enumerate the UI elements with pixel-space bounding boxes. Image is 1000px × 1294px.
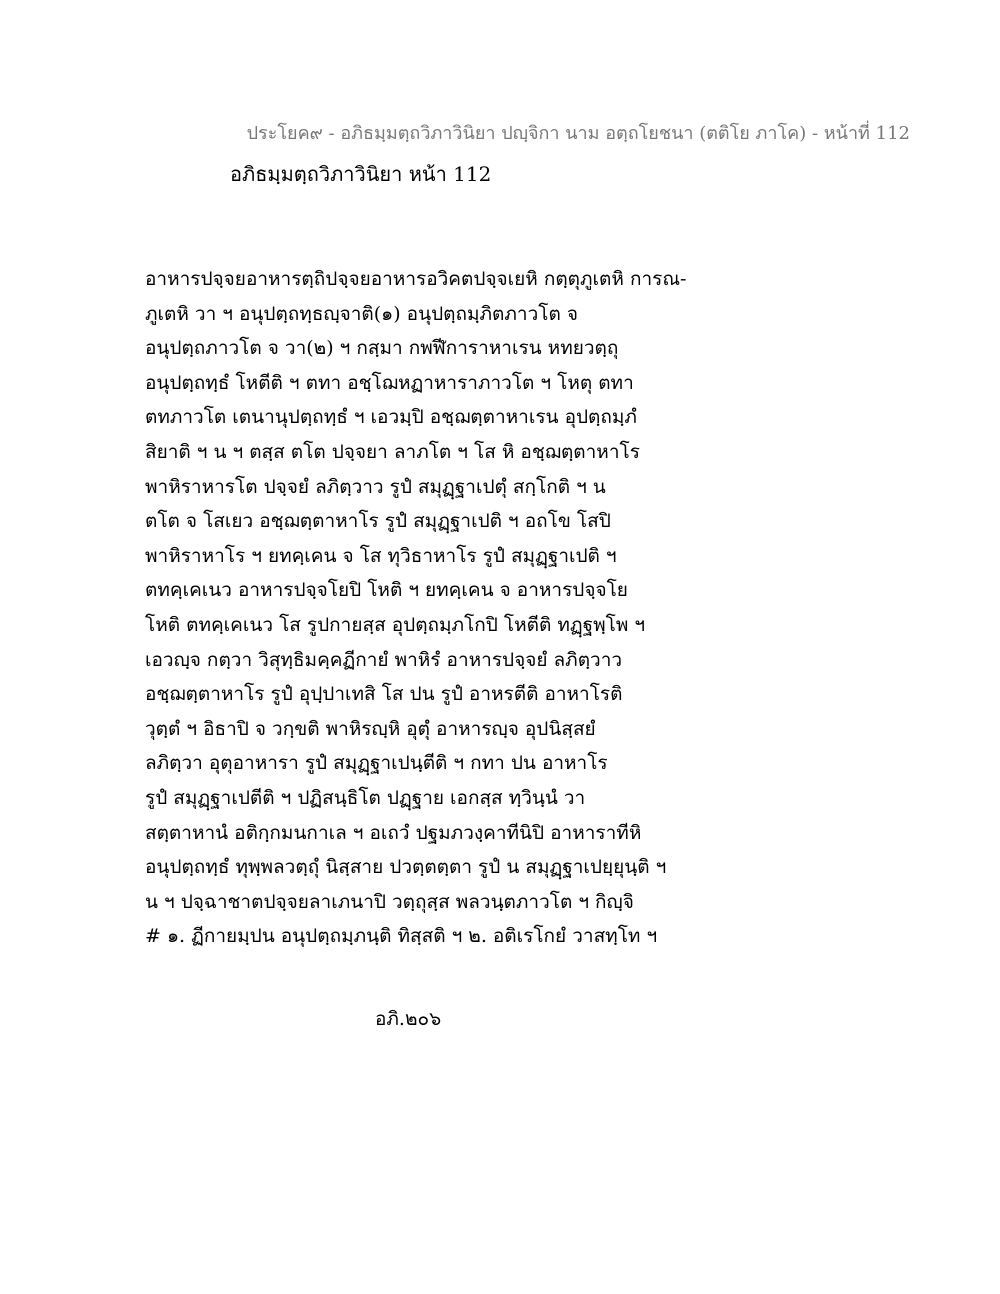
page-heading: อภิธมฺมตฺถวิภาวินิยา หน้า 112 (230, 162, 492, 186)
text-line: พาหิราหาโร ฯ ยทคฺเคน จ โส ทุวิธาหาโร รูปํ สมุฏฺฐาเปติ ฯ (145, 544, 617, 567)
text-line: วุตฺตํ ฯ อิธาปิ จ วกฺขติ พาหิรญฺหิ อุตุํ อาหารญฺจ อุปนิสฺสยํ (145, 717, 596, 740)
text-line: ตทคฺเคเนว อาหารปจฺจโยปิ โหติ ฯ ยทคฺเคน จ อาหารปจฺจโย (145, 579, 628, 602)
text-line: อนุปตฺถภาวโต จ วา(๒) ฯ กสฺมา กพฬีการาหาเรน หทยวตฺถุ (145, 337, 619, 360)
text-line: อาหารปจฺจยอาหารตฺถิปจฺจยอาหารอวิคตปจฺจเยหิ กตฺตุภูเตหิ การณ- (145, 268, 687, 290)
text-line: น ฯ ปจฺฉาชาตปจฺจยลาเภนาปิ วตฺถุสฺส พลวนฺตภาวโต ฯ กิญฺจิ (145, 890, 634, 913)
body-text (145, 262, 905, 954)
text-line: รูปํ สมุฏฺฐาเปตีติ ฯ ปฏิสนฺธิโต ปฏฺฐาย เอกสฺส ทฺวินฺนํ วา (145, 786, 586, 809)
text-line: อนุปตฺถทฺธํ ทุพฺพลวตฺถุํ นิสฺสาย ปวตฺตตฺตา รูปํ น สมุฏฺฐาเปยฺยุนฺติ ฯ (145, 856, 667, 879)
text-line: ตทภาวโต เตนานุปตฺถทฺธํ ฯ เอวมฺปิ อชฺฌตฺตาหาเรน อุปตฺถมฺภํ (145, 406, 637, 429)
footnote-line: # ๑. ฏีกายมฺปน อนุปตฺถมฺภนฺติ ทิสฺสติ ฯ ๒. อติเรโกยํ วาสทฺโท ฯ (145, 925, 658, 948)
text-line: เอวญฺจ กตฺวา วิสุทฺธิมคฺคฏีกายํ พาหิรํ อาหารปจฺจยํ ลภิตฺวาว (145, 648, 623, 671)
text-line: ลภิตฺวา อุตุอาหารา รูปํ สมุฏฺฐาเปนฺตีติ ฯ กทา ปน อาหาโร (145, 752, 608, 775)
text-line: สิยาติ ฯ น ฯ ตสฺส ตโต ปจฺจยา ลาภโต ฯ โส หิ อชฺฌตฺตาหาโร (145, 440, 640, 463)
text-line: ภูเตหิ วา ฯ อนุปตฺถทฺธญฺจาติ(๑) อนุปตฺถมฺภิตภาวโต จ (145, 302, 578, 325)
text-line: โหติ ตทคฺเคเนว โส รูปกายสฺส อุปตฺถมฺภโกปิ โหตีติ ทฏฺฐพฺโพ ฯ (145, 613, 646, 636)
running-header: ประโยค๙ - อภิธมฺมตฺถวิภาวินิยา ปญฺจิกา นาม อตฺถโยชนา (ตติโย ภาโค) - หน้าที่ 112 (246, 123, 910, 144)
text-line: อนุปตฺถทฺธํ โหตีติ ฯ ตทา อชฺโฌหฏาหาราภาวโต ฯ โหตุ ตทา (145, 371, 634, 394)
text-line: อชฺฌตฺตาหาโร รูปํ อุปฺปาเทสิ โส ปน รูปํ อาหรตีติ อาหาโรติ (145, 683, 623, 706)
text-line: สตฺตาหานํ อติกฺกมนกาเล ฯ อเถวํ ปฐมภวงฺคาทีนิปิ อาหาราทีหิ (145, 821, 642, 844)
text-line: ตโต จ โสเยว อชฺฌตฺตาหาโร รูปํ สมุฏฺฐาเปติ ฯ อถโข โสปิ (145, 510, 611, 533)
page-footer: อภิ.๒๐๖ (375, 1008, 442, 1030)
text-line: พาหิราหารโต ปจฺจยํ ลภิตฺวาว รูปํ สมุฏฺฐาเปตุํ สกฺโกติ ฯ น (145, 475, 606, 498)
